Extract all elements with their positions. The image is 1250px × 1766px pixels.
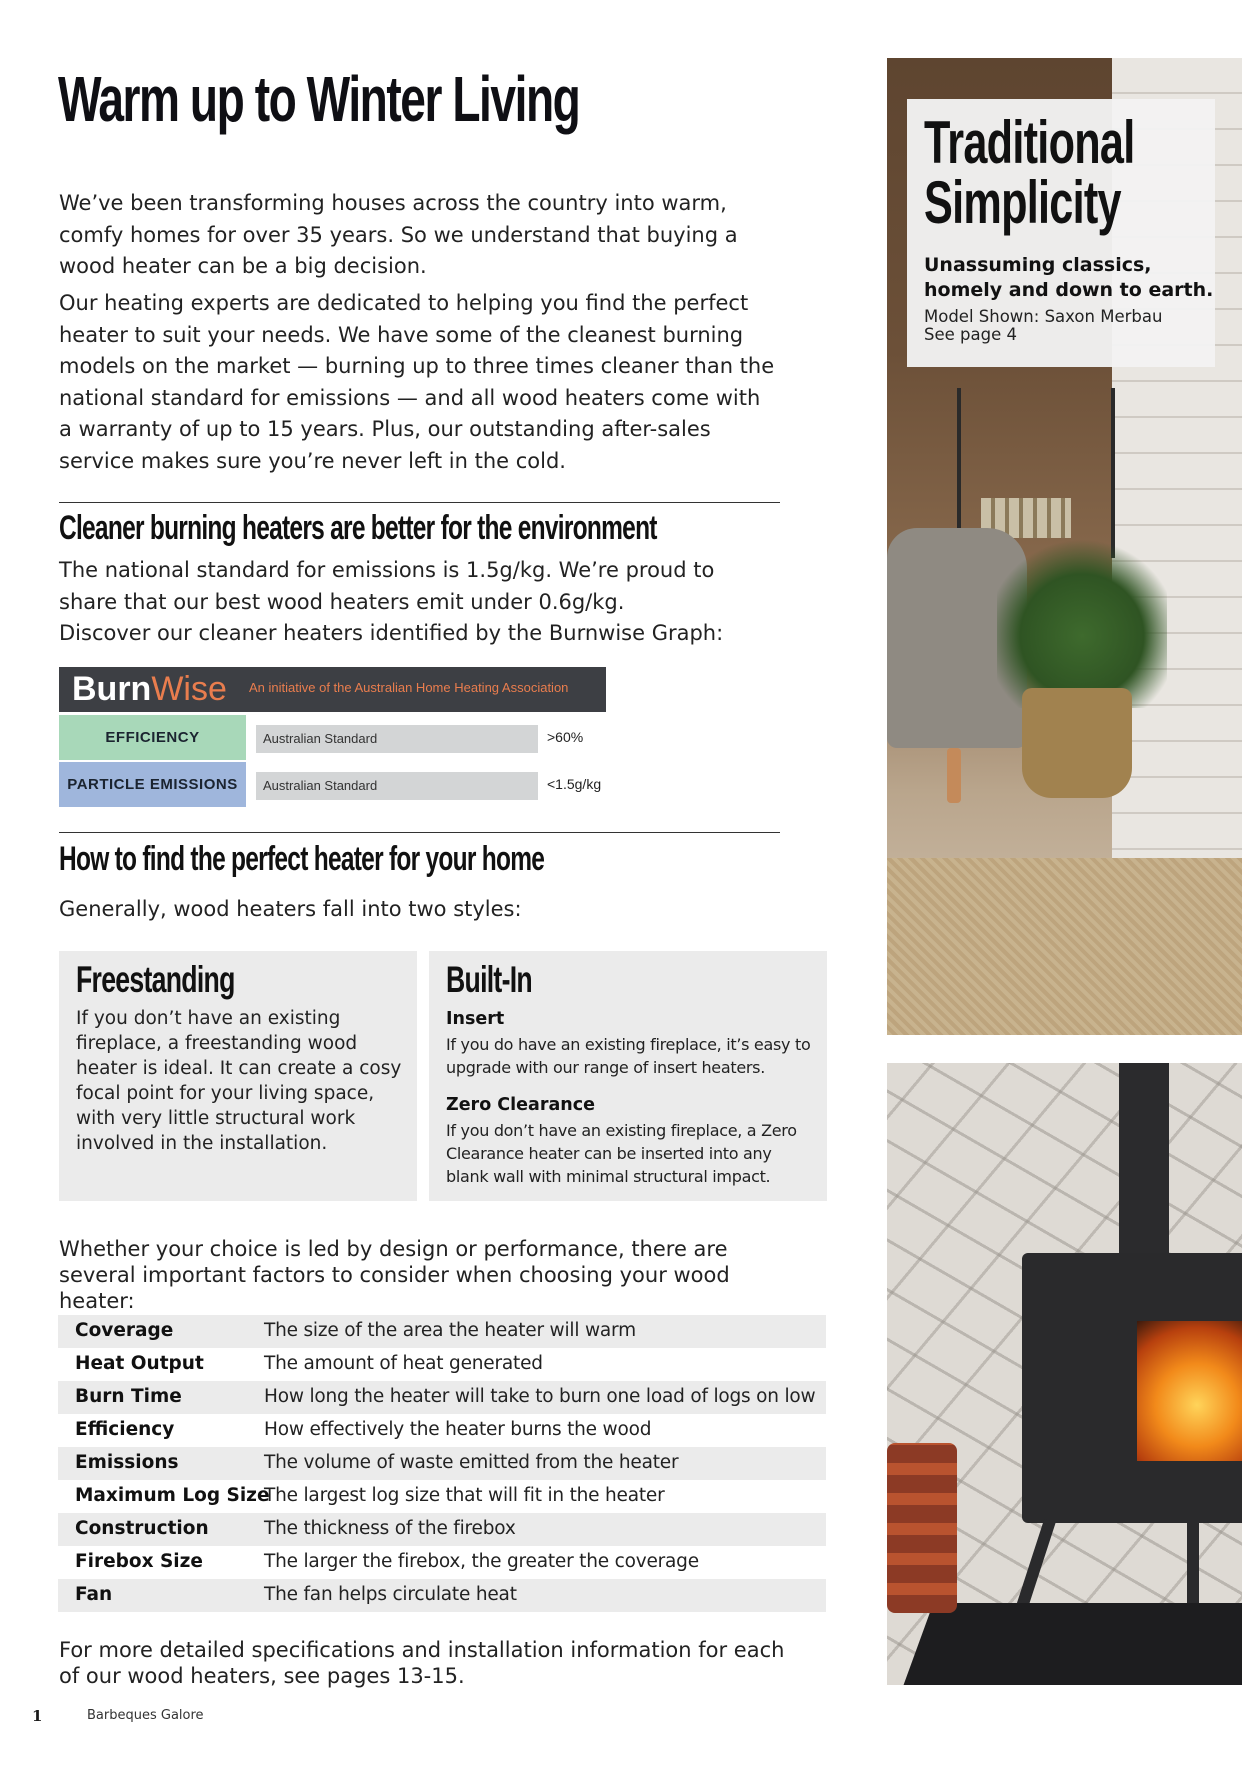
page-title: Warm up to Winter Living xyxy=(58,63,580,135)
find-heading: How to find the perfect heater for your home xyxy=(59,840,545,878)
built-in-card xyxy=(429,951,827,1201)
closing-text: For more detailed specifications and installation information for each of our wood heaters, see pages 13-15. xyxy=(59,1638,785,1688)
factors-intro: Whether your choice is led by design or performance, there are several important factors to consider when choosing your wood heater: xyxy=(59,1237,730,1313)
intro-paragraph-2: Our heating experts are dedicated to helping you find the perfect heater to suit your needs. We have some of the cleanest burning models on the market — burning up to three times cleaner than the national standard for emissions — and all wood heaters come with a warranty of up to 15 years. Plus, our outstanding after-sales service makes sure you’re never left in the cold. xyxy=(59,291,775,473)
insert-title: Insert xyxy=(446,1009,505,1029)
environment-line-3: Discover our cleaner heaters identified by the Burnwise Graph: xyxy=(59,621,724,645)
heater-flue xyxy=(1119,1063,1169,1253)
caption-box xyxy=(907,99,1215,367)
firewood-logs xyxy=(887,1443,957,1613)
freestanding-card xyxy=(59,951,417,1201)
armchair-leg xyxy=(947,748,961,803)
plant-basket xyxy=(1022,688,1132,798)
built-in-title: Built-In xyxy=(446,959,532,1000)
rug xyxy=(887,858,1242,1035)
factors-table xyxy=(58,1315,826,1612)
caption-model: Model Shown: Saxon Merbau See page 4 xyxy=(924,307,1163,344)
wood-heater-photo xyxy=(887,1063,1242,1685)
environment-heading: Cleaner burning heaters are better for the environment xyxy=(59,509,657,547)
insert-body: If you do have an existing fireplace, it’s easy to upgrade with our range of insert heaters. xyxy=(446,1035,811,1077)
page-number: 1 xyxy=(32,1707,43,1725)
caption-subtitle: Unassuming classics, homely and down to earth. xyxy=(924,254,1214,301)
table-row: Emissions The volume of waste emitted from the heater xyxy=(58,1447,826,1480)
footer-brand: Barbeques Galore xyxy=(87,1708,204,1723)
burnwise-value: >60% xyxy=(547,729,584,745)
intro-paragraph-1: We’ve been transforming houses across the country into warm, comfy homes for over 35 years. So we understand that buying a wood heater can be a big decision. xyxy=(59,191,738,278)
caption-title: Traditional Simplicity xyxy=(924,109,1135,236)
table-row: Efficiency How effectively the heater burns the wood xyxy=(75,1419,652,1440)
burnwise-row-label: EFFICIENCY xyxy=(59,715,246,760)
table-row: Heat Output The amount of heat generated xyxy=(75,1353,543,1374)
burnwise-row-efficiency xyxy=(59,715,606,760)
plant xyxy=(997,528,1167,708)
zero-clearance-title: Zero Clearance xyxy=(446,1095,595,1115)
divider xyxy=(59,502,780,503)
burnwise-bar: Australian Standard xyxy=(256,772,538,800)
burnwise-banner xyxy=(59,667,606,712)
fire-window xyxy=(1137,1321,1242,1461)
freestanding-body: If you don’t have an existing fireplace, a freestanding wood heater is ideal. It can create a cosy focal point for your living space, with very little structural work involved in the installation. xyxy=(76,1008,402,1154)
divider xyxy=(59,832,780,833)
freestanding-title: Freestanding xyxy=(76,959,235,1000)
table-row: Coverage The size of the area the heater will warm xyxy=(58,1315,826,1348)
table-row: Burn Time How long the heater will take to burn one load of logs on low xyxy=(58,1381,826,1414)
table-row: Maximum Log Size The largest log size that will fit in the heater xyxy=(75,1485,665,1506)
burnwise-logo: BurnWise xyxy=(72,670,227,708)
styles-text: Generally, wood heaters fall into two styles: xyxy=(59,897,522,921)
burnwise-value: <1.5g/kg xyxy=(547,776,602,792)
burnwise-row-emissions xyxy=(59,762,606,807)
table-row: Construction The thickness of the firebox xyxy=(58,1513,826,1546)
burnwise-tagline: An initiative of the Australian Home Heating Association xyxy=(249,680,569,695)
burnwise-row-label: PARTICLE EMISSIONS xyxy=(59,762,246,807)
table-row: Fan The fan helps circulate heat xyxy=(58,1579,826,1612)
environment-text xyxy=(59,555,779,650)
burnwise-bar: Australian Standard xyxy=(256,725,538,753)
environment-line-1: The national standard for emissions is 1.5g/kg. We’re proud to xyxy=(59,558,715,582)
table-row: Firebox Size The larger the firebox, the greater the coverage xyxy=(75,1551,699,1572)
environment-line-2: share that our best wood heaters emit under 0.6g/kg. xyxy=(59,589,625,614)
burnwise-graph xyxy=(59,667,606,807)
hearth-plate xyxy=(901,1603,1242,1685)
zero-clearance-body: If you don’t have an existing fireplace, a Zero Clearance heater can be inserted into any blank wall with minimal structural impact. xyxy=(446,1121,797,1186)
